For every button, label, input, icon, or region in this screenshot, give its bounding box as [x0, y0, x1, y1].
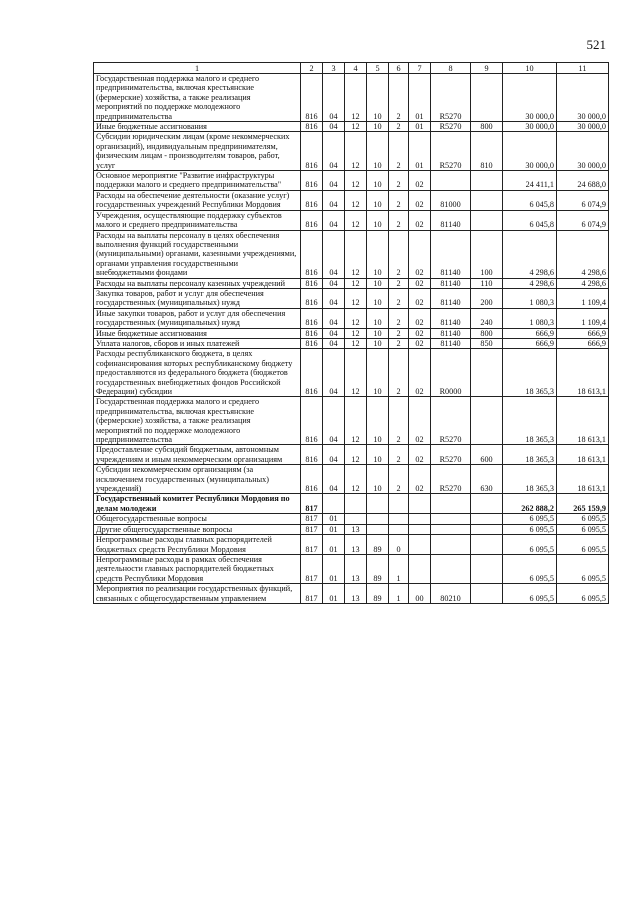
- row-name-cell: Расходы на выплаты персоналу казенных учреждений: [94, 278, 301, 288]
- table-row: [94, 465, 609, 494]
- expense-type-code-cell: 240: [471, 308, 503, 328]
- table-row: [94, 349, 609, 397]
- subprogram-code-cell: 2: [389, 190, 409, 210]
- expense-type-code-cell: 110: [471, 278, 503, 288]
- target-article-code-cell: R5270: [431, 397, 471, 445]
- table-row: [94, 288, 609, 308]
- program-code-cell: 89: [367, 535, 389, 555]
- row-name-cell: Уплата налогов, сборов и иных платежей: [94, 338, 301, 348]
- program-code-cell: 10: [367, 230, 389, 278]
- amount-year-2-cell: 24 688,0: [557, 171, 609, 191]
- section-code-cell: 04: [323, 465, 345, 494]
- amount-year-1-cell: 18 365,3: [503, 445, 557, 465]
- table-row: [94, 122, 609, 132]
- target-article-code-cell: R5270: [431, 122, 471, 132]
- amount-year-2-cell: 265 159,9: [557, 494, 609, 514]
- expense-type-code-cell: [471, 74, 503, 122]
- amount-year-2-cell: 18 613,1: [557, 465, 609, 494]
- subsection-code-cell: 12: [345, 288, 367, 308]
- gr-code-cell: 816: [301, 465, 323, 494]
- gr-code-cell: 817: [301, 524, 323, 534]
- target-article-code-cell: 81140: [431, 278, 471, 288]
- subsection-code-cell: 12: [345, 349, 367, 397]
- target-article-code-cell: 81140: [431, 338, 471, 348]
- subprogram-code-cell: [389, 524, 409, 534]
- header-cell: 11: [557, 63, 609, 74]
- budget-table: [93, 62, 609, 604]
- gr-code-cell: 816: [301, 288, 323, 308]
- target-article-code-cell: R5270: [431, 132, 471, 171]
- subprogram-code-cell: 2: [389, 230, 409, 278]
- gr-code-cell: 816: [301, 210, 323, 230]
- row-name-cell: Субсидии юридическим лицам (кроме некоммерческих организаций), индивидуальным предпринимателям, физическим лицам - производителям товаров, работ, услуг: [94, 132, 301, 171]
- amount-year-1-cell: 6 095,5: [503, 514, 557, 524]
- header-cell: 4: [345, 63, 367, 74]
- header-row: [94, 63, 609, 74]
- expense-type-code-cell: 800: [471, 122, 503, 132]
- row-name-cell: Другие общегосударственные вопросы: [94, 524, 301, 534]
- amount-year-2-cell: 4 298,6: [557, 278, 609, 288]
- table-row: [94, 554, 609, 583]
- subprogram-code-cell: 2: [389, 210, 409, 230]
- amount-year-2-cell: 666,9: [557, 328, 609, 338]
- program-code-cell: 89: [367, 554, 389, 583]
- table-row: [94, 514, 609, 524]
- section-code-cell: 04: [323, 328, 345, 338]
- subprogram-code-cell: 2: [389, 132, 409, 171]
- section-code-cell: [323, 494, 345, 514]
- event-code-cell: [409, 524, 431, 534]
- gr-code-cell: 816: [301, 190, 323, 210]
- table-row: [94, 535, 609, 555]
- amount-year-2-cell: 30 000,0: [557, 74, 609, 122]
- subprogram-code-cell: 2: [389, 171, 409, 191]
- amount-year-1-cell: 6 095,5: [503, 554, 557, 583]
- row-name-cell: Иные бюджетные ассигнования: [94, 122, 301, 132]
- target-article-code-cell: [431, 171, 471, 191]
- subprogram-code-cell: 2: [389, 288, 409, 308]
- subsection-code-cell: [345, 494, 367, 514]
- target-article-code-cell: R5270: [431, 445, 471, 465]
- program-code-cell: 10: [367, 132, 389, 171]
- expense-type-code-cell: 100: [471, 230, 503, 278]
- subprogram-code-cell: 2: [389, 122, 409, 132]
- gr-code-cell: 816: [301, 338, 323, 348]
- section-code-cell: 01: [323, 554, 345, 583]
- section-code-cell: 04: [323, 132, 345, 171]
- table-row: [94, 328, 609, 338]
- event-code-cell: 02: [409, 465, 431, 494]
- amount-year-2-cell: 1 109,4: [557, 308, 609, 328]
- gr-code-cell: 816: [301, 132, 323, 171]
- section-code-cell: 04: [323, 122, 345, 132]
- section-code-cell: 01: [323, 514, 345, 524]
- program-code-cell: 10: [367, 171, 389, 191]
- program-code-cell: [367, 494, 389, 514]
- amount-year-1-cell: 666,9: [503, 338, 557, 348]
- amount-year-1-cell: 6 045,8: [503, 190, 557, 210]
- subprogram-code-cell: 1: [389, 584, 409, 604]
- program-code-cell: 10: [367, 338, 389, 348]
- section-code-cell: 04: [323, 171, 345, 191]
- amount-year-1-cell: 18 365,3: [503, 465, 557, 494]
- gr-code-cell: 816: [301, 308, 323, 328]
- event-code-cell: 02: [409, 308, 431, 328]
- expense-type-code-cell: [471, 190, 503, 210]
- amount-year-1-cell: 1 080,3: [503, 288, 557, 308]
- row-name-cell: Иные закупки товаров, работ и услуг для обеспечения государственных (муниципальных) нужд: [94, 308, 301, 328]
- target-article-code-cell: 81140: [431, 328, 471, 338]
- event-code-cell: 01: [409, 132, 431, 171]
- expense-type-code-cell: [471, 514, 503, 524]
- program-code-cell: 10: [367, 445, 389, 465]
- row-name-cell: Государственная поддержка малого и среднего предпринимательства, включая крестьянские (фермерские) хозяйства, а также реализация мероприятий по поддержке молодежного предпринимательства: [94, 397, 301, 445]
- subsection-code-cell: 12: [345, 397, 367, 445]
- subsection-code-cell: 13: [345, 584, 367, 604]
- section-code-cell: 04: [323, 338, 345, 348]
- header-cell: 6: [389, 63, 409, 74]
- table-row: [94, 190, 609, 210]
- section-code-cell: 04: [323, 74, 345, 122]
- amount-year-2-cell: 6 074,9: [557, 210, 609, 230]
- subsection-code-cell: 12: [345, 445, 367, 465]
- row-name-cell: Учреждения, осуществляющие поддержку субъектов малого и среднего предпринимательства: [94, 210, 301, 230]
- subprogram-code-cell: [389, 494, 409, 514]
- row-name-cell: Государственная поддержка малого и среднего предпринимательства, включая крестьянские (фермерские) хозяйства, а также реализация мероприятий по поддержке молодежного предпринимательства: [94, 74, 301, 122]
- program-code-cell: [367, 514, 389, 524]
- amount-year-1-cell: 6 095,5: [503, 524, 557, 534]
- subsection-code-cell: 12: [345, 190, 367, 210]
- amount-year-2-cell: 18 613,1: [557, 445, 609, 465]
- row-name-cell: Расходы на обеспечение деятельности (оказание услуг) государственных учреждений Республики Мордовия: [94, 190, 301, 210]
- row-name-cell: Субсидии некоммерческим организациям (за исключением государственных (муниципальных) учреждений): [94, 465, 301, 494]
- table-row: [94, 308, 609, 328]
- amount-year-2-cell: 30 000,0: [557, 122, 609, 132]
- event-code-cell: 00: [409, 584, 431, 604]
- subsection-code-cell: 13: [345, 524, 367, 534]
- event-code-cell: 02: [409, 288, 431, 308]
- gr-code-cell: 816: [301, 397, 323, 445]
- target-article-code-cell: R5270: [431, 74, 471, 122]
- event-code-cell: 01: [409, 74, 431, 122]
- subprogram-code-cell: 2: [389, 74, 409, 122]
- header-cell: 3: [323, 63, 345, 74]
- amount-year-1-cell: 4 298,6: [503, 278, 557, 288]
- amount-year-1-cell: 30 000,0: [503, 74, 557, 122]
- expense-type-code-cell: [471, 210, 503, 230]
- program-code-cell: 10: [367, 74, 389, 122]
- amount-year-1-cell: 4 298,6: [503, 230, 557, 278]
- subprogram-code-cell: [389, 514, 409, 524]
- subsection-code-cell: 12: [345, 74, 367, 122]
- amount-year-2-cell: 30 000,0: [557, 132, 609, 171]
- gr-code-cell: 816: [301, 328, 323, 338]
- table-row: [94, 445, 609, 465]
- header-cell: 1: [94, 63, 301, 74]
- subprogram-code-cell: 0: [389, 535, 409, 555]
- gr-code-cell: 816: [301, 171, 323, 191]
- amount-year-1-cell: 6 095,5: [503, 535, 557, 555]
- gr-code-cell: 817: [301, 494, 323, 514]
- subprogram-code-cell: 2: [389, 338, 409, 348]
- target-article-code-cell: [431, 514, 471, 524]
- program-code-cell: 10: [367, 397, 389, 445]
- program-code-cell: 10: [367, 278, 389, 288]
- amount-year-1-cell: 30 000,0: [503, 122, 557, 132]
- expense-type-code-cell: [471, 494, 503, 514]
- expense-type-code-cell: 200: [471, 288, 503, 308]
- row-name-cell: Мероприятия по реализации государственных функций, связанных с общегосударственным управлением: [94, 584, 301, 604]
- event-code-cell: 02: [409, 328, 431, 338]
- expense-type-code-cell: [471, 584, 503, 604]
- section-code-cell: 04: [323, 278, 345, 288]
- amount-year-2-cell: 6 095,5: [557, 554, 609, 583]
- subsection-code-cell: 13: [345, 535, 367, 555]
- section-code-cell: 01: [323, 524, 345, 534]
- table-row: [94, 584, 609, 604]
- event-code-cell: 02: [409, 210, 431, 230]
- amount-year-2-cell: 6 095,5: [557, 514, 609, 524]
- table-row: [94, 397, 609, 445]
- table-row: [94, 171, 609, 191]
- amount-year-2-cell: 1 109,4: [557, 288, 609, 308]
- gr-code-cell: 816: [301, 122, 323, 132]
- header-cell: 10: [503, 63, 557, 74]
- gr-code-cell: 817: [301, 554, 323, 583]
- subsection-code-cell: 12: [345, 328, 367, 338]
- amount-year-1-cell: 24 411,1: [503, 171, 557, 191]
- table-row: [94, 132, 609, 171]
- section-code-cell: 01: [323, 535, 345, 555]
- table-row: [94, 74, 609, 122]
- subprogram-code-cell: 2: [389, 445, 409, 465]
- target-article-code-cell: [431, 494, 471, 514]
- subprogram-code-cell: 2: [389, 465, 409, 494]
- event-code-cell: 02: [409, 397, 431, 445]
- table-row: [94, 230, 609, 278]
- event-code-cell: [409, 514, 431, 524]
- subsection-code-cell: 12: [345, 210, 367, 230]
- gr-code-cell: 816: [301, 445, 323, 465]
- header-cell: 8: [431, 63, 471, 74]
- header-cell: 2: [301, 63, 323, 74]
- amount-year-1-cell: 666,9: [503, 328, 557, 338]
- row-name-cell: Основное мероприятие "Развитие инфраструктуры поддержки малого и среднего предпринимательства": [94, 171, 301, 191]
- amount-year-2-cell: 6 095,5: [557, 535, 609, 555]
- event-code-cell: [409, 554, 431, 583]
- row-name-cell: Предоставление субсидий бюджетным, автономным учреждениям и иным некоммерческим организациям: [94, 445, 301, 465]
- gr-code-cell: 817: [301, 514, 323, 524]
- gr-code-cell: 817: [301, 584, 323, 604]
- expense-type-code-cell: 850: [471, 338, 503, 348]
- program-code-cell: 89: [367, 584, 389, 604]
- amount-year-2-cell: 18 613,1: [557, 397, 609, 445]
- target-article-code-cell: [431, 524, 471, 534]
- section-code-cell: 04: [323, 349, 345, 397]
- page-number: 521: [586, 37, 606, 52]
- table-row: [94, 494, 609, 514]
- target-article-code-cell: 81000: [431, 190, 471, 210]
- header-cell: 7: [409, 63, 431, 74]
- subprogram-code-cell: 2: [389, 328, 409, 338]
- section-code-cell: 04: [323, 288, 345, 308]
- program-code-cell: 10: [367, 190, 389, 210]
- amount-year-1-cell: 18 365,3: [503, 349, 557, 397]
- gr-code-cell: 817: [301, 535, 323, 555]
- amount-year-1-cell: 1 080,3: [503, 308, 557, 328]
- subsection-code-cell: [345, 514, 367, 524]
- event-code-cell: 02: [409, 230, 431, 278]
- amount-year-1-cell: 262 888,2: [503, 494, 557, 514]
- header-cell: 5: [367, 63, 389, 74]
- row-name-cell: Государственный комитет Республики Мордовия по делам молодежи: [94, 494, 301, 514]
- program-code-cell: 10: [367, 465, 389, 494]
- amount-year-2-cell: 6 074,9: [557, 190, 609, 210]
- subsection-code-cell: 12: [345, 338, 367, 348]
- program-code-cell: 10: [367, 210, 389, 230]
- subprogram-code-cell: 2: [389, 397, 409, 445]
- row-name-cell: Иные бюджетные ассигнования: [94, 328, 301, 338]
- expense-type-code-cell: [471, 171, 503, 191]
- amount-year-2-cell: 666,9: [557, 338, 609, 348]
- event-code-cell: 02: [409, 190, 431, 210]
- target-article-code-cell: R0000: [431, 349, 471, 397]
- row-name-cell: Непрограммные расходы в рамках обеспечения деятельности главных распорядителей бюджетных средств Республики Мордовия: [94, 554, 301, 583]
- subsection-code-cell: 12: [345, 132, 367, 171]
- event-code-cell: [409, 535, 431, 555]
- program-code-cell: 10: [367, 328, 389, 338]
- target-article-code-cell: 81140: [431, 308, 471, 328]
- event-code-cell: 02: [409, 278, 431, 288]
- amount-year-1-cell: 6 095,5: [503, 584, 557, 604]
- section-code-cell: 04: [323, 230, 345, 278]
- row-name-cell: Общегосударственные вопросы: [94, 514, 301, 524]
- subprogram-code-cell: 2: [389, 308, 409, 328]
- expense-type-code-cell: 600: [471, 445, 503, 465]
- event-code-cell: 02: [409, 338, 431, 348]
- program-code-cell: 10: [367, 308, 389, 328]
- amount-year-2-cell: 18 613,1: [557, 349, 609, 397]
- target-article-code-cell: 81140: [431, 288, 471, 308]
- program-code-cell: 10: [367, 349, 389, 397]
- row-name-cell: Непрограммные расходы главных распорядителей бюджетных средств Республики Мордовия: [94, 535, 301, 555]
- expense-type-code-cell: 810: [471, 132, 503, 171]
- row-name-cell: Расходы республиканского бюджета, в целях софинансирования которых республиканскому бюджету предоставляются из федерального бюджета (бюджетов государственных внебюджетных фондов Российской Федерации) субсидии: [94, 349, 301, 397]
- expense-type-code-cell: [471, 349, 503, 397]
- target-article-code-cell: [431, 535, 471, 555]
- section-code-cell: 04: [323, 445, 345, 465]
- amount-year-2-cell: 6 095,5: [557, 524, 609, 534]
- subprogram-code-cell: 2: [389, 349, 409, 397]
- event-code-cell: 01: [409, 122, 431, 132]
- amount-year-2-cell: 6 095,5: [557, 584, 609, 604]
- subsection-code-cell: 12: [345, 171, 367, 191]
- row-name-cell: Расходы на выплаты персоналу в целях обеспечения выполнения функций государственными (муниципальными) органами, казенными учреждениями, органами управления государственными внебюджетными фондами: [94, 230, 301, 278]
- table-row: [94, 210, 609, 230]
- section-code-cell: 04: [323, 190, 345, 210]
- subprogram-code-cell: 1: [389, 554, 409, 583]
- target-article-code-cell: 81140: [431, 210, 471, 230]
- program-code-cell: [367, 524, 389, 534]
- table-row: [94, 278, 609, 288]
- subsection-code-cell: 12: [345, 122, 367, 132]
- event-code-cell: 02: [409, 349, 431, 397]
- expense-type-code-cell: [471, 397, 503, 445]
- expense-type-code-cell: 630: [471, 465, 503, 494]
- event-code-cell: [409, 494, 431, 514]
- subsection-code-cell: 12: [345, 230, 367, 278]
- table-row: [94, 338, 609, 348]
- expense-type-code-cell: [471, 535, 503, 555]
- gr-code-cell: 816: [301, 278, 323, 288]
- event-code-cell: 02: [409, 171, 431, 191]
- header-cell: 9: [471, 63, 503, 74]
- section-code-cell: 01: [323, 584, 345, 604]
- subsection-code-cell: 13: [345, 554, 367, 583]
- program-code-cell: 10: [367, 288, 389, 308]
- amount-year-1-cell: 6 045,8: [503, 210, 557, 230]
- section-code-cell: 04: [323, 308, 345, 328]
- expense-type-code-cell: [471, 524, 503, 534]
- expense-type-code-cell: [471, 554, 503, 583]
- amount-year-1-cell: 30 000,0: [503, 132, 557, 171]
- event-code-cell: 02: [409, 445, 431, 465]
- row-name-cell: Закупка товаров, работ и услуг для обеспечения государственных (муниципальных) нужд: [94, 288, 301, 308]
- program-code-cell: 10: [367, 122, 389, 132]
- table-row: [94, 524, 609, 534]
- subsection-code-cell: 12: [345, 278, 367, 288]
- amount-year-2-cell: 4 298,6: [557, 230, 609, 278]
- target-article-code-cell: 80210: [431, 584, 471, 604]
- section-code-cell: 04: [323, 210, 345, 230]
- gr-code-cell: 816: [301, 74, 323, 122]
- subprogram-code-cell: 2: [389, 278, 409, 288]
- gr-code-cell: 816: [301, 349, 323, 397]
- amount-year-1-cell: 18 365,3: [503, 397, 557, 445]
- section-code-cell: 04: [323, 397, 345, 445]
- expense-type-code-cell: 800: [471, 328, 503, 338]
- gr-code-cell: 816: [301, 230, 323, 278]
- subsection-code-cell: 12: [345, 308, 367, 328]
- target-article-code-cell: 81140: [431, 230, 471, 278]
- target-article-code-cell: R5270: [431, 465, 471, 494]
- target-article-code-cell: [431, 554, 471, 583]
- subsection-code-cell: 12: [345, 465, 367, 494]
